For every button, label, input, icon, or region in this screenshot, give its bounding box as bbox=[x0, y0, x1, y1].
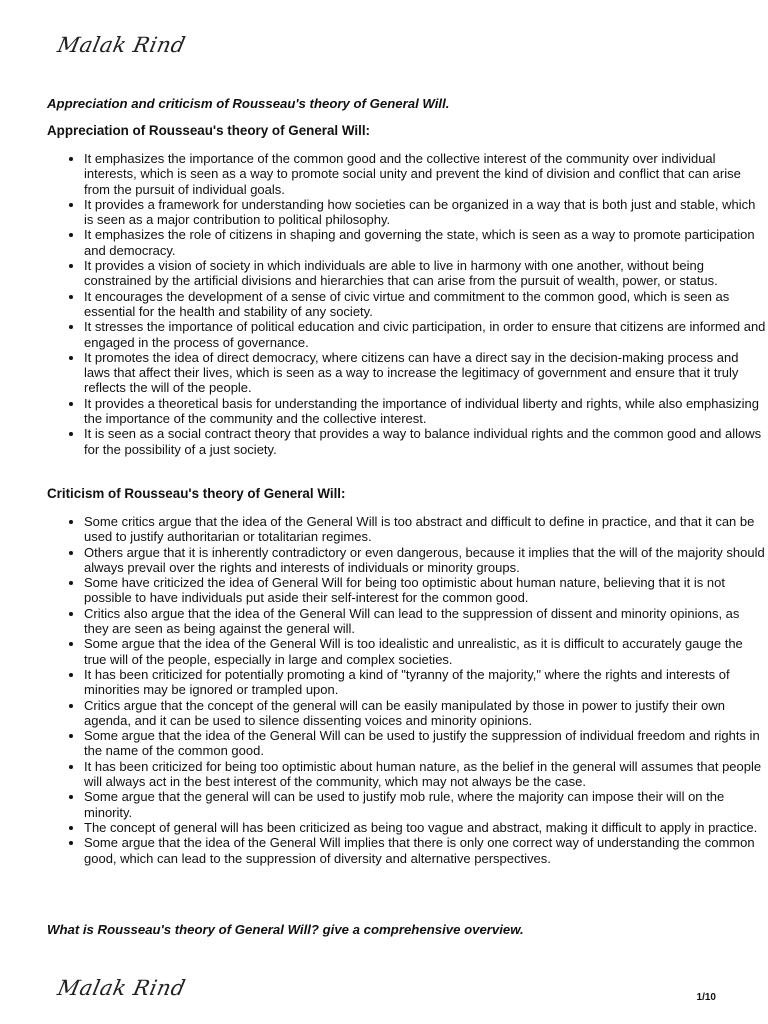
criticism-item: • Some argue that the general will can be used to justify mob rule, where the majority can impose their will on the minority. bbox=[84, 789, 766, 820]
appreciation-list bbox=[48, 151, 766, 457]
appreciation-item: • It is seen as a social contract theory that provides a way to balance individual rights and the common good and allows for the possibility of a just society. bbox=[84, 426, 766, 457]
criticism-item: • Critics argue that the concept of the general will can be easily manipulated by those in power to justify their own agenda, and it can be used to silence dissenting voices and minority opinions. bbox=[84, 698, 766, 729]
appreciation-item: • It provides a theoretical basis for understanding the importance of individual liberty and rights, while also emphasizing the importance of the community and the collective interest. bbox=[84, 396, 766, 427]
appreciation-heading: Appreciation of Rousseau's theory of General Will: bbox=[47, 123, 371, 138]
document-title: Appreciation and criticism of Rousseau's theory of General Will. bbox=[47, 96, 450, 111]
criticism-item: • Some argue that the idea of the General Will is too idealistic and unrealistic, as it is difficult to accurately gauge the true will of the people, especially in large and complex societies. bbox=[84, 636, 766, 667]
criticism-heading: Criticism of Rousseau's theory of General Will: bbox=[47, 486, 346, 501]
page-number: 1/10 bbox=[696, 992, 716, 1003]
appreciation-item: • It promotes the idea of direct democracy, where citizens can have a direct say in the decision-making process and laws that affect their lives, which is seen as a way to increase the legitimacy of government and ensure that it truly reflects the will of the people. bbox=[84, 350, 766, 396]
criticism-item: • Critics also argue that the idea of the General Will can lead to the suppression of dissent and minority opinions, as they are seen as being against the general will. bbox=[84, 606, 766, 637]
criticism-item: • It has been criticized for potentially promoting a kind of "tyranny of the majority," where the rights and interests of minorities may be ignored or trampled upon. bbox=[84, 667, 766, 698]
appreciation-item: • It provides a framework for understanding how societies can be organized in a way that is both just and stable, which is seen as a major contribution to political philosophy. bbox=[84, 197, 766, 228]
criticism-item: • Some argue that the idea of the General Will implies that there is only one correct way of understanding the common good, which can lead to the suppression of diversity and alternative perspectives. bbox=[84, 835, 766, 866]
appreciation-item: • It emphasizes the role of citizens in shaping and governing the state, which is seen as a way to promote participation and democracy. bbox=[84, 227, 766, 258]
appreciation-item: • It stresses the importance of political education and civic participation, in order to ensure that citizens are informed and engaged in the process of governance. bbox=[84, 319, 766, 350]
criticism-list bbox=[48, 514, 766, 866]
criticism-item: • Some argue that the idea of the General Will can be used to justify the suppression of individual freedom and rights in the name of the common good. bbox=[84, 728, 766, 759]
criticism-item: • Others argue that it is inherently contradictory or even dangerous, because it implies that the will of the majority should always prevail over the rights and interests of individuals or minority groups. bbox=[84, 545, 766, 576]
next-question-heading: What is Rousseau's theory of General Will? give a comprehensive overview. bbox=[47, 922, 524, 937]
criticism-item: • It has been criticized for being too optimistic about human nature, as the belief in the general will assumes that people will always act in the best interest of the community, which may not always be the case. bbox=[84, 759, 766, 790]
appreciation-item: • It encourages the development of a sense of civic virtue and commitment to the common good, which is seen as essential for the health and stability of any society. bbox=[84, 289, 766, 320]
signature-footer: Malak Rind bbox=[55, 976, 188, 1000]
criticism-item: • Some have criticized the idea of General Will for being too optimistic about human nature, believing that it is not possible to have individuals put aside their self-interest for the common good. bbox=[84, 575, 766, 606]
appreciation-item: • It provides a vision of society in which individuals are able to live in harmony with one another, without being constrained by the artificial divisions and hierarchies that can arise from the pursuit of wealth, power, or status. bbox=[84, 258, 766, 289]
appreciation-item: • It emphasizes the importance of the common good and the collective interest of the community over individual interests, which is seen as a way to promote social unity and prevent the kind of division and conflict that can arise from the pursuit of individual goals. bbox=[84, 151, 766, 197]
criticism-item: • The concept of general will has been criticized as being too vague and abstract, making it difficult to apply in practice. bbox=[84, 820, 766, 835]
signature-header: Malak Rind bbox=[55, 33, 188, 57]
criticism-item: • Some critics argue that the idea of the General Will is too abstract and difficult to define in practice, and that it can be used to justify authoritarian or totalitarian regimes. bbox=[84, 514, 766, 545]
